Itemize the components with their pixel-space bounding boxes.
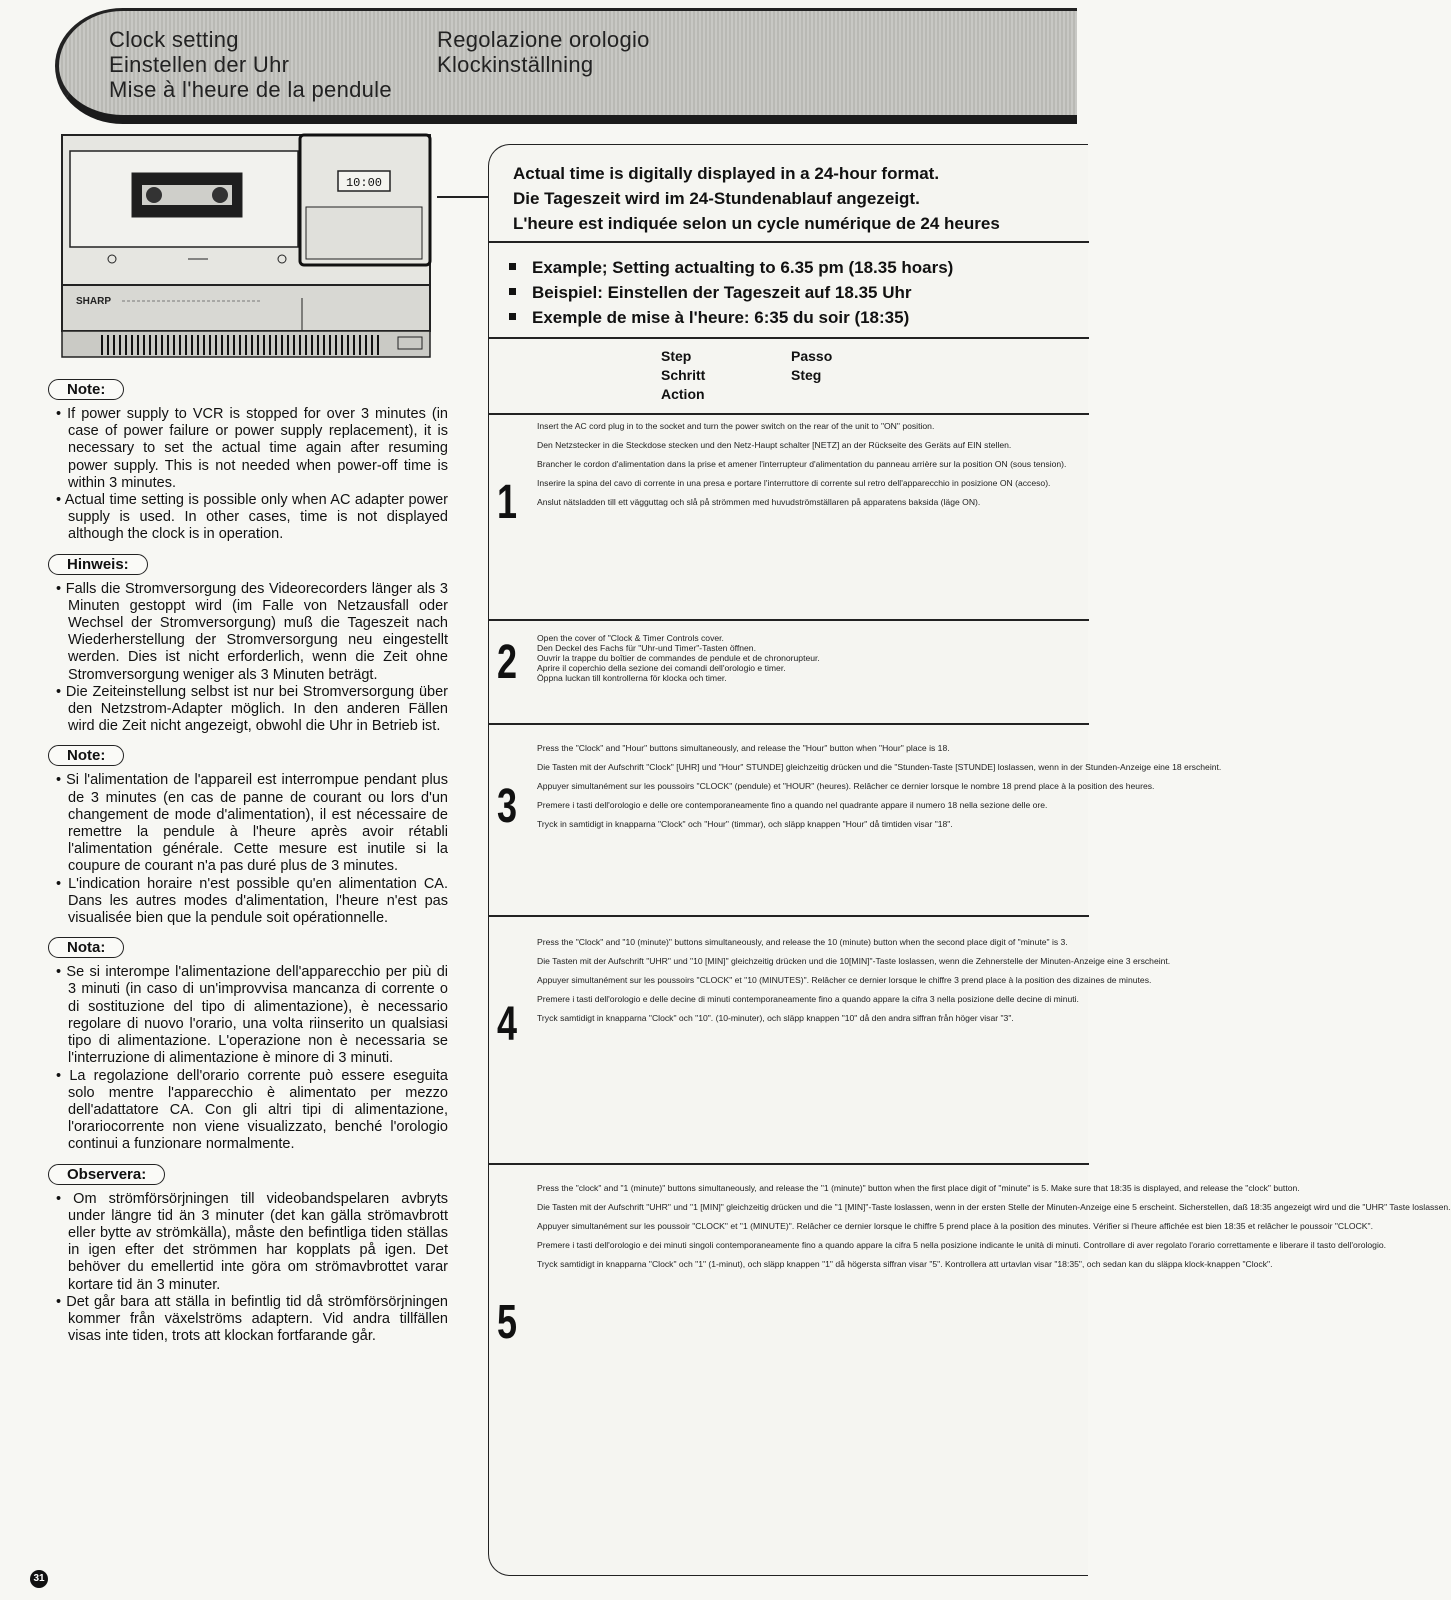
example-block [509, 255, 953, 330]
step-instruction-line: Die Tasten mit der Aufschrift "UHR" und "1 [MIN]" gleichzeitig drücken und die "1 [MIN]"-Taste loslassen, wenn in der ersten Stelle der Minuten-Anzeige eine 5 erscheint. Sicherstellen, daß 18:35 angezeigt wird und die "UHR" Taste loslassen. [537, 1202, 1451, 1212]
note-label: Hinweis: [48, 554, 148, 575]
notes-column [48, 375, 448, 1351]
page-title: Mise à l'heure de la pendule [109, 77, 392, 102]
step-instruction-line: Brancher le cordon d'alimentation dans la prise et amener l'interrupteur d'alimentation du panneau arrière sur la position ON (sous tension). [537, 459, 1067, 469]
bullet-square-icon [509, 263, 516, 270]
step-instruction-line: Insert the AC cord plug in to the socket and turn the power switch on the rear of the unit to "ON" position. [537, 421, 935, 431]
note-paragraph: • If power supply to VCR is stopped for over 3 minutes (in case of power failure or power supply replacement), it is necessary to set the actual time again after resuming power supply. This is not needed when power-off time is within 3 minutes. [56, 406, 448, 491]
step-row [489, 413, 1089, 619]
note-german [48, 550, 448, 736]
instruction-panel [488, 144, 1451, 1576]
step-instruction-line: Press the "clock" and "1 (minute)" buttons simultaneously, and release the "1 (minute)" button when the first place digit of "minute" is 5. Make sure that 18:35 is displayed, and release the "clock" button. [537, 1183, 1300, 1193]
note-paragraph: • Om strömförsörjningen till videobandspelaren avbryts under längre tid än 3 minuter (det kan gälla strömavbrott eller bytte av strömkälla), måste den befintliga tiden ställas in igen efter det strömmen har kopplats på igen. Det behöver du emellertid inte göra om strömavbrottet varar kortare tid än 3 minuter. [56, 1190, 448, 1293]
note-paragraph: • La regolazione dell'orario corrente può essere eseguita solo mentre l'apparecchio è alimentato per mezzo dell'adattatore CA. Con gli altri tipi di alimentazione, l'orariocorrente non viene visualizzato, benché l'orologio continui a funzionare normalmente. [56, 1067, 448, 1153]
step-instruction-line: Tryck samtidigt in knapparna "Clock" och "1" (1-minut), och släpp knappen "1" då högersta siffran visar "5". Kontrollera att urtavlan visar "18:35", och sedan kan du släppa klock-knappen "Clock". [537, 1259, 1273, 1269]
note-paragraph: • Die Zeiteinstellung selbst ist nur bei Stromversorgung über den Netzstrom-Adapter möglich. In den anderen Fällen wird die Zeit nicht angezeigt, obwohl die Uhr in Betrieb ist. [56, 683, 448, 735]
step-instruction-line: Premere i tasti dell'orologio e delle decine di minuti contemporaneamente fino a quando appare la cifra 3 nella posizione delle decine di minuti. [537, 994, 1079, 1004]
note-paragraph: • Det går bara att ställa in befintlig tid då strömförsörjningen kommer från växelströms adaptern. Vid andra tillfällen visas inte tiden, trots att klockan fortfarande går. [56, 1293, 448, 1345]
note-paragraph: • Se si interompe l'alimentazione dell'apparecchio per più di 3 minuti (in caso di un'improvvisa mancanza di corrente o di sostituzione del tipo di alimentazione), è necessario regolare di nuovo l'orario, una volta riinserito un qualsiasi tipo di alimentazione. L'operazione non è necessaria se l'interruzione di alimentazione è minore di 3 minuti. [56, 964, 448, 1067]
step-row [489, 1163, 1451, 1523]
divider [489, 337, 1089, 339]
step-header-label: Schritt [661, 367, 706, 383]
note-italian [48, 933, 448, 1153]
note-english [48, 375, 448, 544]
step-instruction-line: Anslut nätsladden till ett vägguttag och slå på strömmen med huvudströmställaren på apparatens baksida (läge ON). [537, 497, 981, 507]
note-paragraph: • Si l'alimentation de l'appareil est interrompue pendant plus de 3 minutes (en cas de panne de courant ou lors d'un changement de mode d'alimentation), il est nécessaire de remettre la pendule à l'heure après avoir rétabli l'alimentation générale. Cette mesure est inutile si la coupure de courant n'a pas duré plus de 3 minutes. [56, 772, 448, 875]
note-paragraph: • Falls die Stromversorgung des Videorecorders länger als 3 Minuten gestoppt wird (im Falle von Netzausfall oder Wechsel der Stromversorgung) muß die Tageszeit nach Wiederherstellung der Stromversorgung neu eingestellt werden. Dies ist nicht erforderlich, wenn die Zeit ohne Stromversorgung weniger als 3 Minuten beträgt. [56, 580, 448, 683]
note-paragraph: • Actual time setting is possible only when AC adapter power supply is used. In other cases, time is not displayed although the clock is in operation. [56, 492, 448, 543]
note-label: Note: [48, 379, 124, 400]
step-instruction-line: Tryck in samtidigt in knapparna "Clock" och "Hour" (timmar), och släpp knappen "Hour" då timtiden visar "18". [537, 819, 953, 829]
step-instruction-line: Appuyer simultanément sur les poussoirs "CLOCK" et "10 (MINUTES)". Relâcher ce dernier lorsque le chiffre 3 prend place à la position des dizaines de minutes. [537, 975, 1152, 985]
intro-text [513, 161, 1000, 236]
step-instructions [537, 633, 1089, 683]
note-paragraph: • L'indication horaire n'est possible qu'en alimentation CA. Dans les autres modes d'alimentation, l'heure n'est pas visualisée bien que la pendule soit opérationnelle. [56, 875, 448, 927]
page-title: Klockinställning [437, 52, 594, 77]
step-instruction-line: Inserire la spina del cavo di corrente in una presa e portare l'interruttore di corrente sul retro dell'apparecchio in posizione ON (acceso). [537, 478, 1051, 488]
example-line [509, 305, 953, 330]
intro-line: Die Tageszeit wird im 24-Stundenablauf angezeigt. [513, 189, 920, 208]
callout-line [437, 196, 493, 198]
step-instruction-line: Press the "Clock" and "Hour" buttons simultaneously, and release the "Hour" button when "Hour" place is 18. [537, 743, 950, 753]
step-instruction-line: Aprire il coperchio della sezione dei comandi dell'orologio e timer. [537, 663, 786, 673]
step-instruction-line: Die Tasten mit der Aufschrift "Clock" [UHR] und "Hour" STUNDE] gleichzeitig drücken und die "Stunden-Taste [STUNDE] loslassen, wenn in der Stunden-Anzeige eine 18 erscheint. [537, 762, 1222, 772]
step-instruction-line: Ouvrir la trappe du boîtier de commandes de pendule et de chronorupteur. [537, 653, 820, 663]
step-instruction-line: Premere i tasti dell'orologio e delle ore contemporaneamente fino a quando nel quadrante appare il numero 18 nella sezione delle ore. [537, 800, 1048, 810]
step-instructions [537, 937, 1171, 1032]
step-instructions [537, 421, 1089, 516]
step-instruction-line: Tryck samtidigt in knapparna "Clock" och "10". (10-minuter), och släpp knappen "10" då den andra siffran från höger visar "3". [537, 1013, 1014, 1023]
note-label: Note: [48, 745, 124, 766]
step-instruction-line: Open the cover of "Clock & Timer Controls cover. [537, 633, 724, 643]
step-instruction-line: Die Tasten mit der Aufschrift "UHR" und "10 [MIN]" gleichzeitig drücken und die 10[MIN]"-Taste loslassen, wenn die Zehnerstelle der Minuten-Anzeige eine 3 erscheint. [537, 956, 1171, 966]
page-title: Einstellen der Uhr [109, 52, 290, 77]
step-row [489, 915, 1171, 1163]
step-instruction-line: Den Deckel des Fachs für "Uhr-und Timer"-Tasten öffnen. [537, 643, 756, 653]
bullet-square-icon [509, 313, 516, 320]
title-group-right [437, 27, 650, 77]
brand-logo: SHARP [76, 296, 112, 307]
divider [489, 241, 1089, 243]
note-swedish [48, 1160, 448, 1346]
example-line [509, 280, 953, 305]
step-instruction-line: Appuyer simultanément sur les poussoirs "CLOCK" (pendule) et "HOUR" (heures). Relâcher ce dernier lorsque le nombre 18 prend place à la position des heures. [537, 781, 1155, 791]
step-header-label: Action [661, 386, 705, 402]
step-instruction-line: Appuyer simultanément sur les poussoir "CLOCK" et "1 (MINUTE)". Relâcher ce dernier lorsque le chiffre 5 prend place à la position des minutes. Vérifier si l'heure affichée est bien 18:35 et relâcher le poussoir "CLOCK". [537, 1221, 1373, 1231]
bullet-square-icon [509, 288, 516, 295]
step-number: 1 [497, 476, 518, 529]
step-instructions [537, 743, 1222, 838]
step-instruction-line: Press the "Clock" and "10 (minute)" buttons simultaneously, and release the 10 (minute) button when the second place digit of "minute" is 3. [537, 937, 1068, 947]
step-instructions [537, 1183, 1451, 1278]
page-number: 31 [30, 1570, 48, 1588]
step-column-header [791, 347, 832, 385]
step-instruction-line: Premere i tasti dell'orologio e dei minuti singoli contemporaneamente fino a quando appare la cifra 5 nella posizione indicante le unità di minuti. Controllare di aver regolato l'orario correttamente e liberare il tasto dell'orologio. [537, 1240, 1387, 1250]
example-text: Beispiel: Einstellen der Tageszeit auf 18.35 Uhr [532, 283, 912, 302]
title-group-left [109, 27, 392, 102]
step-row [489, 619, 1089, 723]
step-number: 2 [497, 636, 518, 689]
note-label: Observera: [48, 1164, 165, 1185]
step-header-label: Steg [791, 367, 822, 383]
step-number: 5 [497, 1296, 518, 1349]
step-header-label: Step [661, 348, 692, 364]
step-instruction-line: Öppna luckan till kontrollerna för klocka och timer. [537, 673, 727, 683]
page-title: Clock setting [109, 27, 239, 52]
intro-line: Actual time is digitally displayed in a 24-hour format. [513, 164, 940, 183]
step-row [489, 723, 1222, 915]
clock-display-text: 10:00 [345, 176, 383, 190]
note-label: Nota: [48, 937, 124, 958]
step-instruction-line: Den Netzstecker in die Steckdose stecken und den Netz-Haupt schalter [NETZ] an der Rückseite des Geräts auf EIN stellen. [537, 440, 1012, 450]
page-title: Regolazione orologio [437, 27, 650, 52]
example-text: Example; Setting actualting to 6.35 pm (18.35 hoars) [532, 258, 954, 277]
step-column-header [661, 347, 705, 404]
note-french [48, 741, 448, 927]
vcr-illustration [62, 133, 452, 365]
step-header-label: Passo [791, 348, 833, 364]
step-number: 4 [497, 998, 518, 1051]
header-banner [55, 8, 1077, 124]
step-number: 3 [497, 780, 518, 833]
intro-line: L'heure est indiquée selon un cycle numérique de 24 heures [513, 214, 1000, 233]
example-line [509, 255, 953, 280]
example-text: Exemple de mise à l'heure: 6:35 du soir (18:35) [532, 308, 910, 327]
